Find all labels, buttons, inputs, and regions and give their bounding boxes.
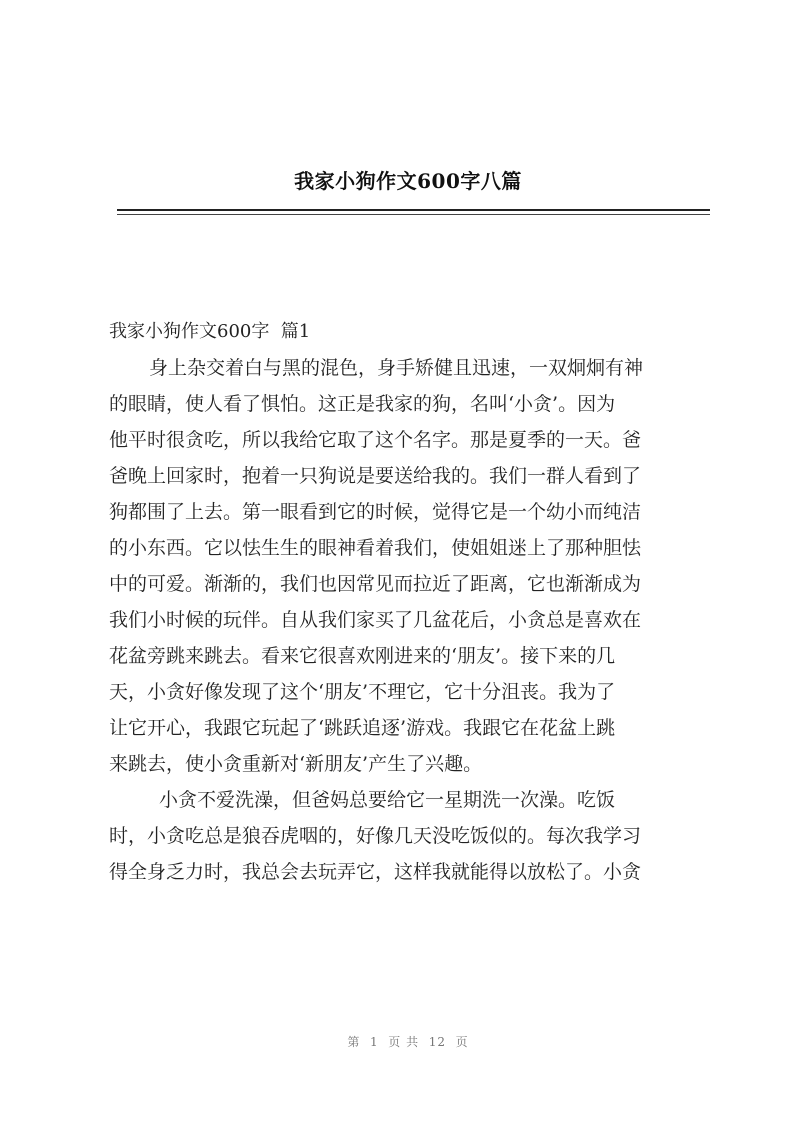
title-divider-thin: [117, 214, 710, 215]
body-line: 爸晚上回家时，抱着一只狗说是要送给我的。我们一群人看到了: [109, 465, 642, 487]
body-line: 我们小时候的玩伴。自从我们家买了几盆花后，小贪总是喜欢在: [109, 609, 642, 631]
body-line: 花盆旁跳来跳去。看来它很喜欢刚进来的‘朋友’。接下来的几: [109, 645, 616, 667]
title-divider: [117, 209, 710, 211]
body-line: 得全身乏力时，我总会去玩弄它，这样我就能得以放松了。小贪: [109, 861, 642, 883]
body-line: 他平时很贪吃，所以我给它取了这个名字。那是夏季的一天。爸: [109, 429, 642, 451]
body-line: 让它开心，我跟它玩起了‘跳跃追逐’游戏。我跟它在花盆上跳: [109, 717, 616, 739]
body-line: 的小东西。它以怯生生的眼神看着我们，使姐姐迷上了那种胆怯: [109, 537, 642, 559]
body-line: 时，小贪吃总是狼吞虎咽的，好像几天没吃饭似的。每次我学习: [109, 825, 642, 847]
section-heading: 我家小狗作文600字 篇1: [109, 321, 311, 342]
body-line: 天，小贪好像发现了这个‘朋友’不理它，它十分沮丧。我为了: [109, 681, 616, 703]
body-line: 的眼睛，使人看了惧怕。这正是我家的狗，名叫‘小贪’。因为: [109, 393, 616, 415]
body-line: 来跳去，使小贪重新对‘新朋友’产生了兴趣。: [109, 753, 483, 775]
essay-body: [109, 350, 709, 890]
body-line: 中的可爱。渐渐的，我们也因常见而拉近了距离，它也渐渐成为: [109, 573, 642, 595]
document-title: 我家小狗作文600字八篇: [294, 169, 522, 193]
page-number-footer: 第 1 页 共 12 页: [347, 1035, 469, 1049]
body-line: 狗都围了上去。第一眼看到它的时候，觉得它是一个幼小而纯洁: [109, 501, 642, 523]
body-line: 小贪不爱洗澡，但爸妈总要给它一星期洗一次澡。吃饭: [159, 789, 616, 811]
body-line: 身上杂交着白与黑的混色，身手矫健且迅速，一双炯炯有神: [149, 357, 644, 379]
